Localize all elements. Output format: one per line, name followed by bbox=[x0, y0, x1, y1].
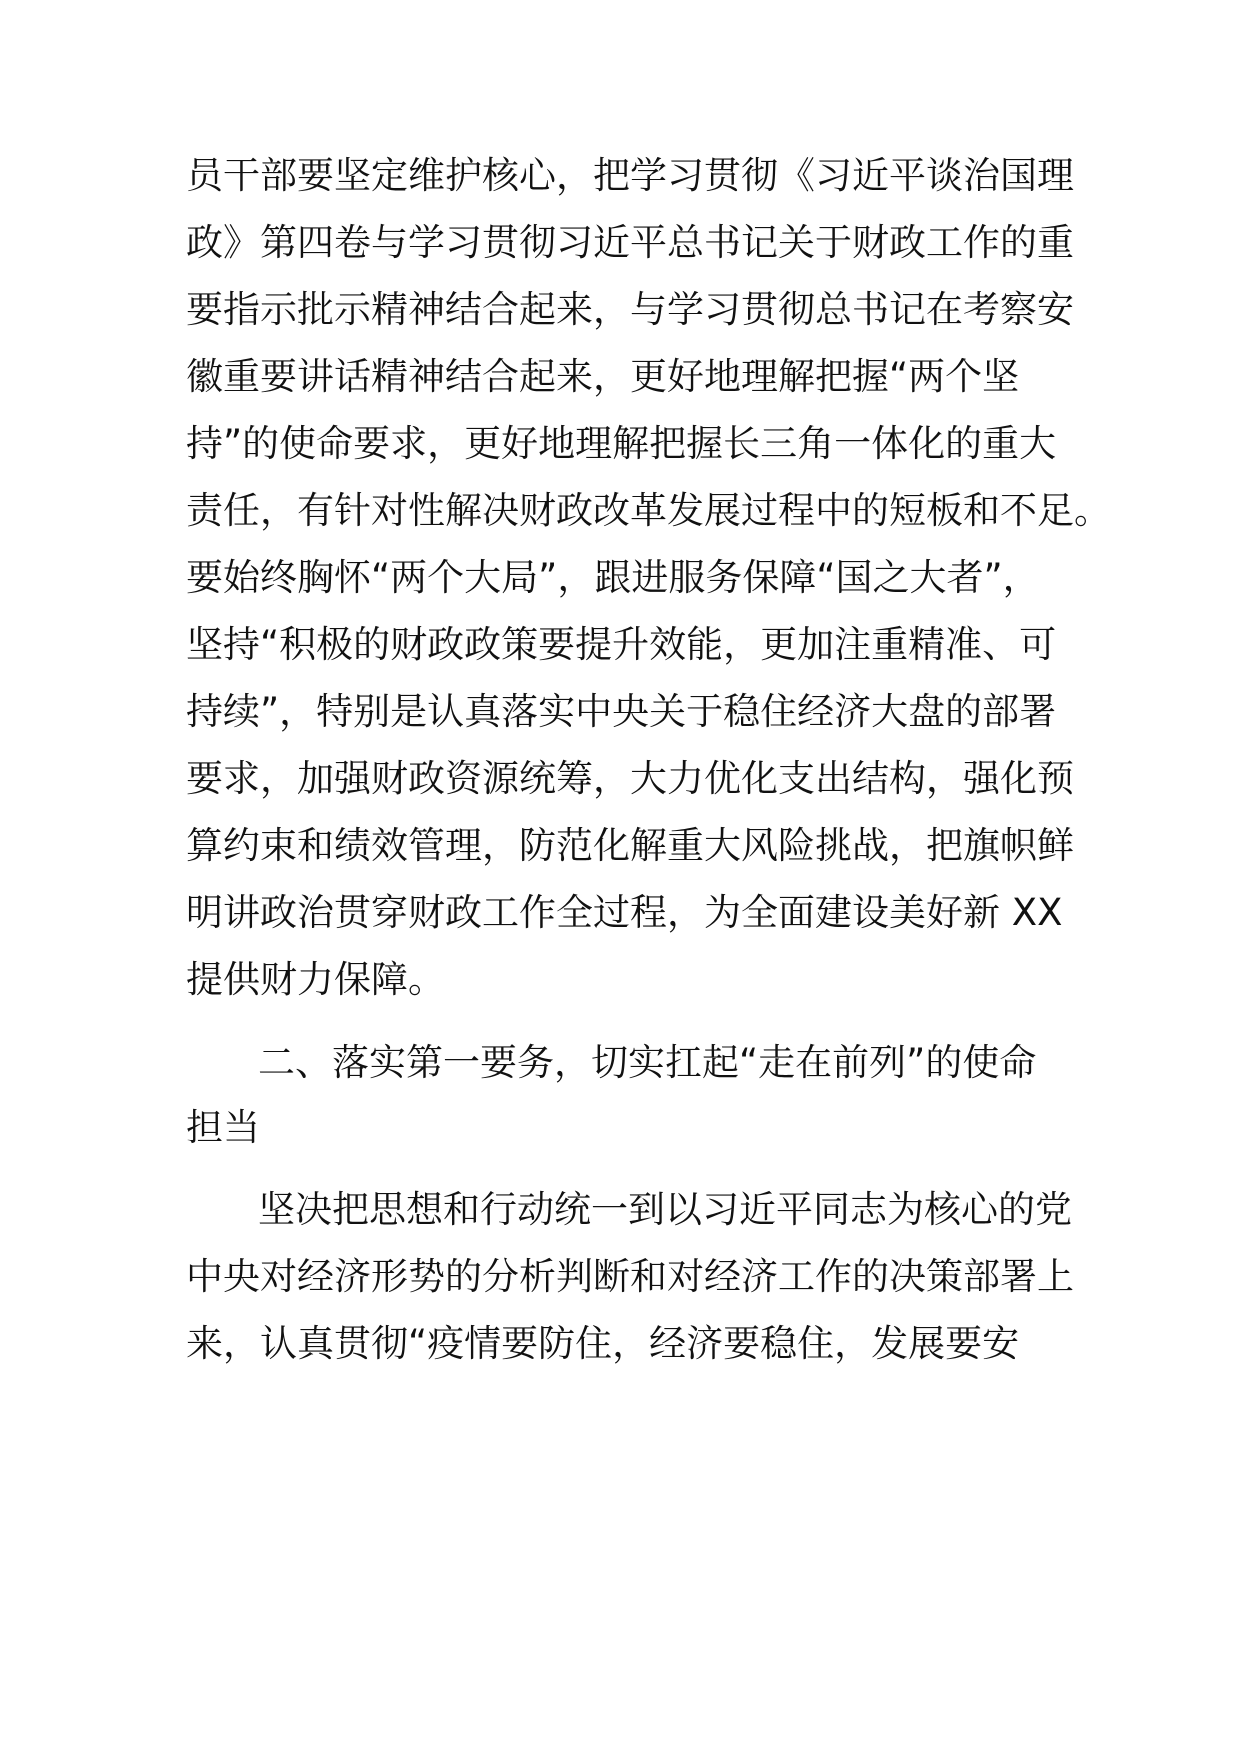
section-heading-line: 担当 bbox=[186, 1106, 260, 1149]
paragraph-line: 徽重要讲话精神结合起来，更好地理解把握“两个坚 bbox=[186, 355, 1020, 398]
section-heading-line: 二、落实第一要务，切实扛起“走在前列”的使命 bbox=[258, 1041, 1037, 1084]
paragraph-line: 要求，加强财政资源统筹，大力优化支出结构，强化预 bbox=[186, 757, 1074, 800]
paragraph-line: 政》第四卷与学习贯彻习近平总书记关于财政工作的重 bbox=[186, 221, 1074, 264]
paragraph-line: 员干部要坚定维护核心，把学习贯彻《习近平谈治国理 bbox=[186, 154, 1074, 197]
paragraph-line: 持续”，特别是认真落实中央关于稳住经济大盘的部署 bbox=[186, 690, 1057, 733]
paragraph-line: 来，认真贯彻“疫情要防住，经济要稳住，发展要安 bbox=[186, 1322, 1020, 1365]
paragraph-line: 算约束和绩效管理，防范化解重大风险挑战，把旗帜鲜 bbox=[186, 824, 1074, 867]
paragraph-line: 坚决把思想和行动统一到以习近平同志为核心的党 bbox=[258, 1188, 1072, 1231]
paragraph-line: 提供财力保障。 bbox=[186, 958, 445, 1001]
paragraph-line: 要指示批示精神结合起来，与学习贯彻总书记在考察安 bbox=[186, 288, 1074, 331]
paragraph-line: 中央对经济形势的分析判断和对经济工作的决策部署上 bbox=[186, 1255, 1074, 1298]
paragraph-line: 要始终胸怀“两个大局”，跟进服务保障“国之大者”， bbox=[186, 556, 1040, 599]
paragraph-line: 坚持“积极的财政政策要提升效能，更加注重精准、可 bbox=[186, 623, 1057, 666]
paragraph-line: 责任，有针对性解决财政改革发展过程中的短板和不足。 bbox=[186, 489, 1111, 532]
paragraph-line: 持”的使命要求，更好地理解把握长三角一体化的重大 bbox=[186, 422, 1057, 465]
paragraph-line: 明讲政治贯穿财政工作全过程，为全面建设美好新 XX bbox=[186, 891, 1063, 934]
